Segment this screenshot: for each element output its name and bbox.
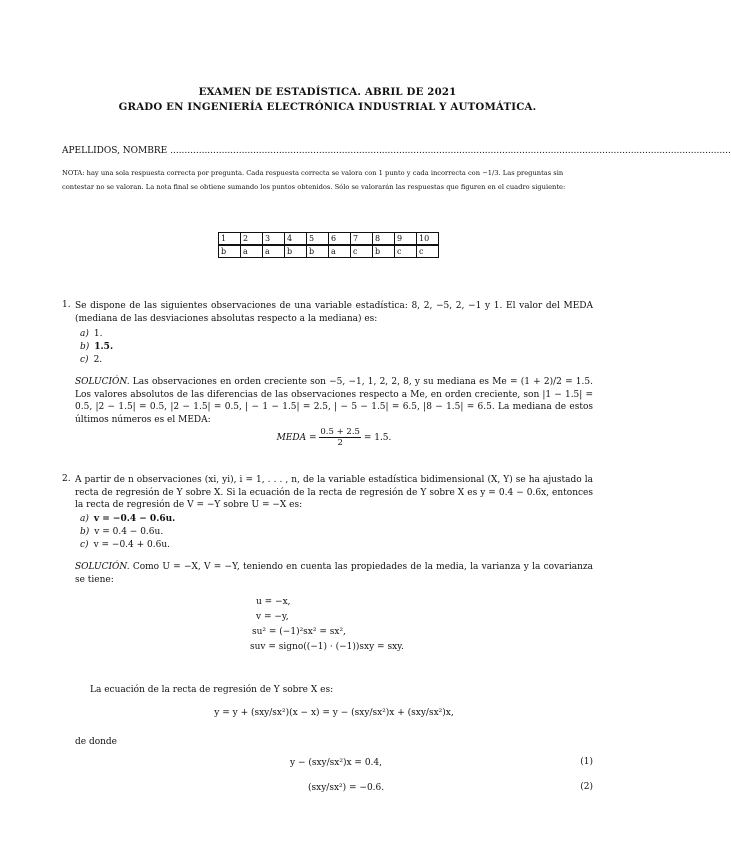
q2-equation-2-number: (2) [580,782,593,792]
q2-equation-1-number: (1) [580,757,593,767]
q1-option-a-text: 1. [93,329,103,339]
answer-table-answer-cell: b [219,245,241,258]
q2-text: A partir de n observaciones (xi, yi), i = 1, . . . , n, de la variable estadística bidimensional (X, Y) se ha ajustado la recta de regresión de Y sobre X. Si la ecuación de la recta de regresión de Y sobre X es y = 0.4 − 0.6x, entonces la recta de regresión de V = −Y sobre U = −X es: [75,475,593,510]
answer-table-number-cell: 10 [417,233,439,246]
q2-option-c-label: c) [80,540,89,550]
q2-number: 2. [62,474,71,484]
q2-equation-2: (sxy/sx²) = −0.6. [308,783,385,793]
q1-option-a [80,328,102,341]
exam-subtitle: GRADO EN INGENIERÍA ELECTRÓNICA INDUSTRIAL Y AUTOMÁTICA. [118,101,537,113]
q2-eq-covariance: suv = signo((−1) · (−1))sxy = sxy. [250,642,404,652]
answer-table-number-cell: 6 [329,233,351,246]
q2-solution [75,561,593,586]
answer-table-numbers-row [219,233,439,246]
q2-regression-text: La ecuación de la recta de regresión de Y sobre X es: [90,685,334,695]
answer-table-number-cell: 4 [285,233,307,246]
q2-option-a [80,513,175,526]
q2-properties-equations [250,595,404,655]
q1-eq-denominator: 2 [337,438,343,448]
q2-de-donde: de donde [75,737,118,747]
q2-option-c-text: v = −0.4 + 0.6u. [93,540,170,550]
answer-table-number-cell: 7 [351,233,373,246]
q2-option-b-label: b) [80,527,90,537]
q1-meda-equation [75,427,593,448]
answer-table-answer-cell: b [307,245,329,258]
q1-option-c [80,354,102,367]
q1-option-c-label: c) [80,355,89,365]
answer-table-answer-cell: b [373,245,395,258]
answer-table-answer-cell: a [241,245,263,258]
q1-option-b-text: 1.5. [94,342,114,352]
answer-table-number-cell: 8 [373,233,395,246]
q2-eq-mean-u: u = −x, [256,597,291,607]
exam-title: EXAMEN DE ESTADÍSTICA. ABRIL DE 2021 [198,86,457,98]
q1-number: 1. [62,300,71,310]
answer-table-number-cell: 2 [241,233,263,246]
q2-regression-equation: y = y + (sxy/sx²)(x − x) = y − (sxy/sx²)x + (sxy/sx²)x, [214,708,454,718]
answer-table-answer-cell: c [395,245,417,258]
answer-table-number-cell: 5 [307,233,329,246]
q1-solution-text: Las observaciones en orden creciente son −5, −1, 1, 2, 2, 8, y su mediana es Me = (1 + 2)/2 = 1.5. Los valores absolutos de las diferencias de las observaciones respecto a Me, en orden creciente, son |1 − 1.5| = 0.5, |2 − 1.5| = 0.5, |2 − 1.5| = 0.5, | − 1 − 1.5| = 2.5, | − 5 − 1.5| = 6.5, |8 − 1.5| = 6.5. La mediana de estos últimos números es el MEDA: [75,377,593,425]
answer-table-answer-cell: b [285,245,307,258]
q2-solution-text: Como U = −X, V = −Y, teniendo en cuenta las propiedades de la media, la varianza y la covarianza se tiene: [75,562,593,585]
q1-eq-numerator: 0.5 + 2.5 [320,427,360,437]
q2-option-c [80,539,170,552]
q2-option-a-label: a) [80,514,89,524]
q2-equation-1: y − (sxy/sx²)x = 0.4, [290,758,382,768]
q1-option-b [80,341,113,354]
name-field-dots: .................................................................................................................................................................................................... [170,146,731,156]
q1-text: Se dispone de las siguientes observaciones de una variable estadística: 8, 2, −5, 2, −1 y 1. El valor del MEDA (mediana de las desviaciones absolutas respecto a la mediana) es: [75,301,593,324]
q1-option-c-text: 2. [93,355,103,365]
name-field [62,146,731,156]
q1-eq-fraction [319,427,361,448]
q2-option-b [80,526,163,539]
q1-solution [75,376,593,426]
exam-note: NOTA: hay una sola respuesta correcta por pregunta. Cada respuesta correcta se valora con 1 punto y cada incorrecta con −1/3. Las preguntas sin contestar no se valoran. La nota final se obtiene sumando los puntos obtenidos. Sólo se valorarán las respuestas que figuren en el cuadro siguiente: [62,169,566,191]
answer-table-answer-cell: c [351,245,373,258]
answer-table-answer-cell: c [417,245,439,258]
answer-table [218,232,439,258]
q1-eq-rhs: = 1.5. [363,433,392,443]
q2-eq-variance: su² = (−1)²sx² = sx², [252,627,346,637]
name-field-label: APELLIDOS, NOMBRE [62,146,168,156]
answer-table-number-cell: 3 [263,233,285,246]
answer-table-answers-row [219,245,439,258]
q2-eq-mean-v: v = −y, [256,612,289,622]
q1-option-a-label: a) [80,329,89,339]
q2-option-a-text: v = −0.4 − 0.6u. [93,514,176,524]
answer-table-number-cell: 1 [219,233,241,246]
answer-table-answer-cell: a [263,245,285,258]
answer-table-number-cell: 9 [395,233,417,246]
q1-eq-lhs: MEDA = [276,433,317,443]
answer-table-answer-cell: a [329,245,351,258]
q1-solution-label: SOLUCIÓN. [75,377,130,387]
q2-solution-label: SOLUCIÓN. [75,562,130,572]
q2-option-b-text: v = 0.4 − 0.6u. [94,527,164,537]
q1-option-b-label: b) [80,342,90,352]
